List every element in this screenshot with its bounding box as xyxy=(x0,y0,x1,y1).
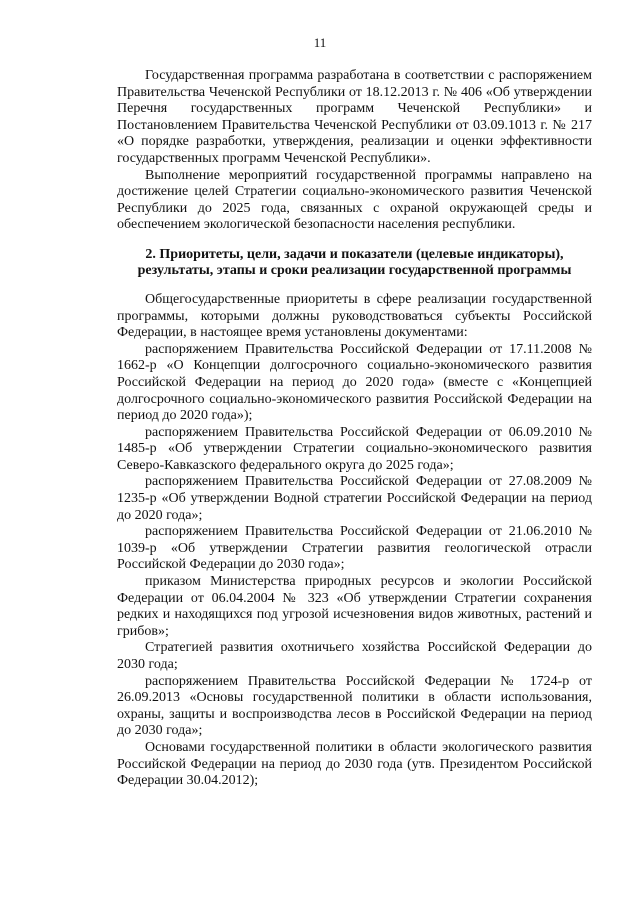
section-paragraph: Стратегией развития охотничьего хозяйства Российской Федерации до 2030 года; xyxy=(117,640,592,672)
section-heading: 2. Приоритеты, цели, задачи и показатели (целевые индикаторы), результаты, этапы и сроки реализации государственной программы xyxy=(137,246,572,278)
section-paragraph: Основами государственной политики в области экологического развития Российской Федерации на период до 2030 года (утв. Президентом Российской Федерации 30.04.2012); xyxy=(117,739,592,789)
intro-paragraph: Государственная программа разработана в соответствии с распоряжением Правительства Чеченской Республики от 18.12.2013 г. № 406 «Об утверждении Перечня государственных программ Чеченской Республики» и Постановлением Правительства Чеченской Республики от 03.09.1013 г. № 217 «О порядке разработки, утверждения, реализации и оценки эффективности государственных программ Чеченской Республики». xyxy=(117,68,592,166)
section-paragraph: распоряжением Правительства Российской Федерации от 06.09.2010 № 1485-р «Об утверждении Стратегии социально-экономического развития Северо-Кавказского федерального округа до 2025 года»; xyxy=(117,424,592,473)
section-paragraph: приказом Министерства природных ресурсов и экологии Российской Федерации от 06.04.2004 № 323 «Об утверждении Стратегии сохранения редких и находящихся под угрозой исчезновения видов животных, растений и грибов»; xyxy=(117,574,592,639)
section-paragraph: распоряжением Правительства Российской Федерации от 17.11.2008 № 1662-р «О Концепции долгосрочного социально-экономического развития Российской Федерации на период до 2020 года» (вместе с «Концепцией долгосрочного социально-экономического развития Российской Федерации на период до 2020 года»); xyxy=(117,341,592,424)
document-body xyxy=(117,68,592,790)
section-paragraph: Общегосударственные приоритеты в сфере реализации государственной программы, которыми должны руководствоваться субъекты Российской Федерации, в настоящее время установлены документами: xyxy=(117,291,592,341)
section-paragraph: распоряжением Правительства Российской Федерации от 21.06.2010 № 1039-р «Об утверждении Стратегии развития геологической отрасли Российской Федерации до 2030 года»; xyxy=(117,524,592,573)
section-paragraph: распоряжением Правительства Российской Федерации № 1724-р от 26.09.2013 «Основы государственной политики в области использования, охраны, защиты и воспроизводства лесов в Российской Федерации на период до 2030 года»; xyxy=(117,673,592,739)
intro-paragraph: Выполнение мероприятий государственной программы направлено на достижение целей Стратегии социально-экономического развития Чеченской Республики до 2025 года, связанных с охраной окружающей среды и обеспечением экологической безопасности населения республики. xyxy=(117,167,592,233)
page-number: 11 xyxy=(313,35,327,50)
section-paragraph: распоряжением Правительства Российской Федерации от 27.08.2009 № 1235-р «Об утверждении Водной стратегии Российской Федерации на период до 2020 года»; xyxy=(117,474,592,523)
